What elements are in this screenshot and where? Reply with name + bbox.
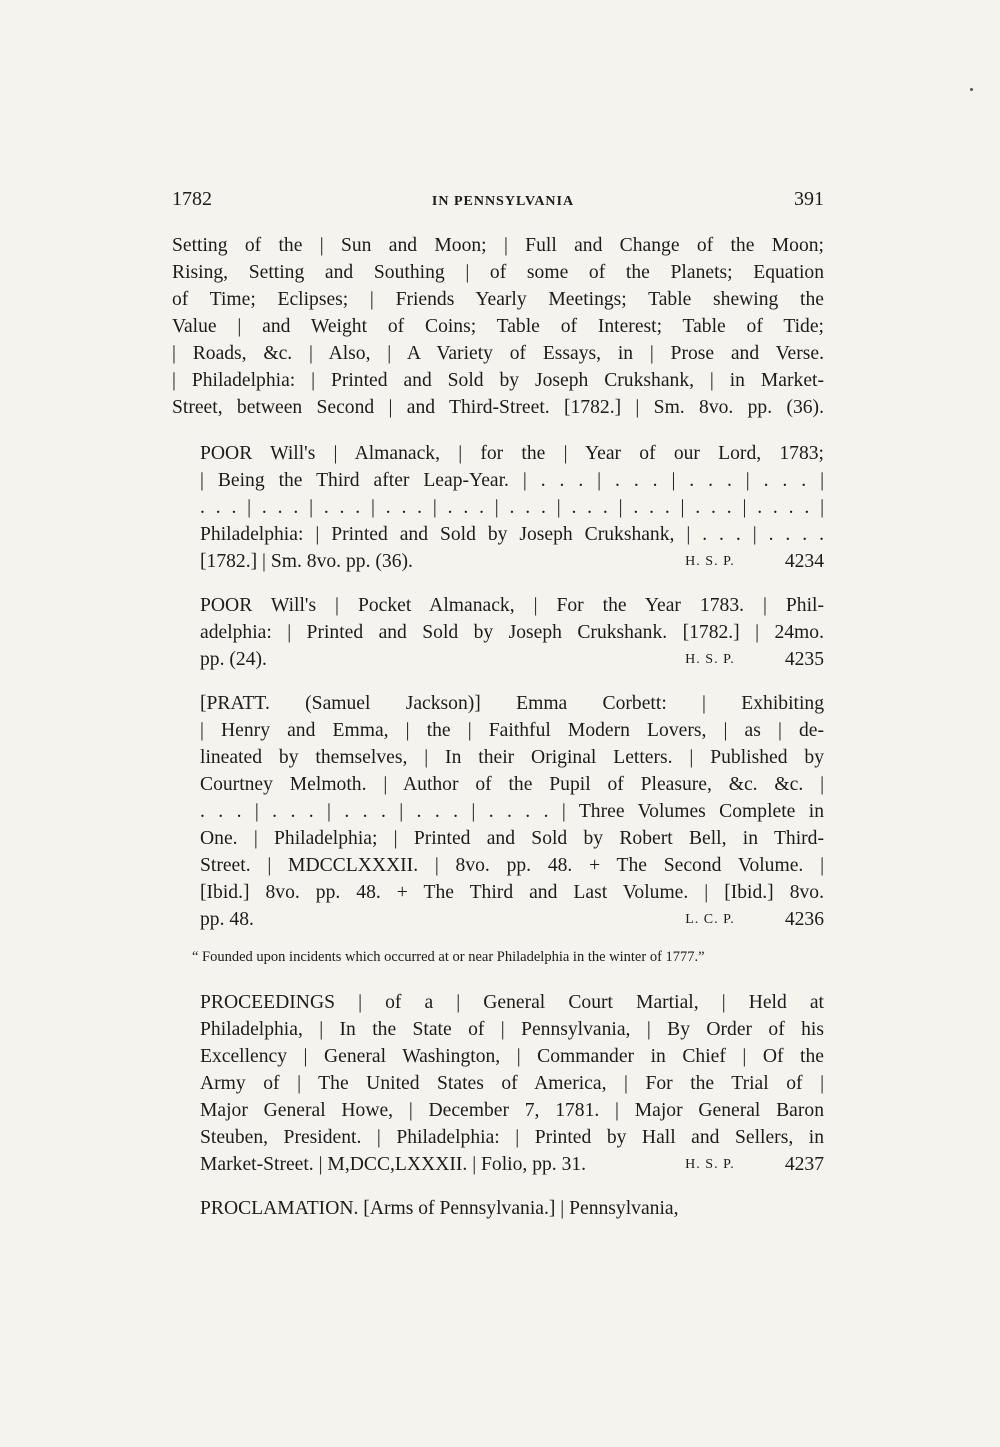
text-line: [Ibid.] 8vo. pp. 48. + The Third and Last Volume. | [Ibid.] 8vo.: [200, 882, 824, 903]
text-line: Setting of the | Sun and Moon; | Full and Change of the Moon;: [172, 235, 824, 256]
holding-library: H. S. P.: [685, 652, 735, 667]
footnote: “ Founded upon incidents which occurred at or near Philadelphia in the winter of 1777.”: [192, 949, 705, 965]
page-body: [172, 232, 824, 1239]
text-line: . . . | . . . | . . . | . . . | . . . | . . . | . . . | . . . | . . . | . . . . |: [200, 497, 824, 518]
text-line: Street. | MDCCLXXXII. | 8vo. pp. 48. + The Second Volume. |: [200, 855, 824, 876]
entry-number: 4235: [784, 649, 824, 670]
entry-4234: [172, 440, 824, 575]
text-line: Philadelphia: | Printed and Sold by Joseph Crukshank, | . . . | . . . .: [200, 524, 824, 545]
entry-4235: [172, 592, 824, 673]
text-line: Major General Howe, | December 7, 1781. | Major General Baron: [200, 1100, 824, 1121]
entry-number: 4237: [784, 1154, 824, 1175]
entry-number: 4234: [784, 551, 824, 572]
text-line: Value | and Weight of Coins; Table of Interest; Table of Tide;: [172, 316, 824, 337]
text-line: PROCEEDINGS | of a | General Court Martial, | Held at: [200, 992, 824, 1013]
text-line: lineated by themselves, | In their Original Letters. | Published by: [200, 747, 824, 768]
holding-library: H. S. P.: [685, 1157, 735, 1172]
holding-library: L. C. P.: [685, 912, 735, 927]
text-line: pp. (24).: [200, 649, 267, 670]
text-line: | Being the Third after Leap-Year. | . . . | . . . | . . . | . . . |: [200, 470, 824, 491]
text-line: of Time; Eclipses; | Friends Yearly Meetings; Table shewing the: [172, 289, 824, 310]
entry-last-line: [172, 906, 824, 933]
text-line: [1782.] | Sm. 8vo. pp. (36).: [200, 551, 413, 572]
entry-last-line: [172, 1151, 824, 1178]
holding-library: H. S. P.: [685, 554, 735, 569]
text-line: Courtney Melmoth. | Author of the Pupil of Pleasure, &c. &c. |: [200, 774, 824, 795]
text-line: Excellency | General Washington, | Commander in Chief | Of the: [200, 1046, 824, 1067]
page-header: [172, 188, 824, 211]
continued-entry: [172, 232, 824, 421]
text-line: Rising, Setting and Southing | of some of the Planets; Equation: [172, 262, 824, 283]
entry-last-line: [172, 548, 824, 575]
ink-speck: [970, 88, 973, 91]
text-line: [PRATT. (Samuel Jackson)] Emma Corbett: | Exhibiting: [200, 693, 824, 714]
header-year: 1782: [172, 188, 212, 210]
text-line: PROCLAMATION. [Arms of Pennsylvania.] | Pennsylvania,: [200, 1198, 679, 1219]
text-line: | Philadelphia: | Printed and Sold by Joseph Crukshank, | in Market-: [172, 370, 824, 391]
page-number: 391: [793, 188, 824, 210]
entry-proclamation: [172, 1195, 824, 1222]
text-line: Market-Street. | M,DCC,LXXXII. | Folio, pp. 31.: [200, 1154, 587, 1175]
text-line: Army of | The United States of America, | For the Trial of |: [200, 1073, 824, 1094]
entry-4237: [172, 989, 824, 1178]
text-line: pp. 48.: [200, 909, 254, 930]
text-line: POOR Will's | Pocket Almanack, | For the Year 1783. | Phil-: [200, 595, 824, 616]
text-line: | Roads, &c. | Also, | A Variety of Essays, in | Prose and Verse.: [172, 343, 824, 364]
entry-number: 4236: [784, 909, 824, 930]
text-line: | Henry and Emma, | the | Faithful Modern Lovers, | as | de-: [200, 720, 824, 741]
text-line: Steuben, President. | Philadelphia: | Printed by Hall and Sellers, in: [200, 1127, 824, 1148]
text-line: POOR Will's | Almanack, | for the | Year of our Lord, 1783;: [200, 443, 824, 464]
entry-4236: [172, 690, 824, 933]
text-line: Philadelphia, | In the State of | Pennsylvania, | By Order of his: [200, 1019, 824, 1040]
text-line: One. | Philadelphia; | Printed and Sold by Robert Bell, in Third-: [200, 828, 824, 849]
text-line: . . . | . . . | . . . | . . . | . . . . | Three Volumes Complete in: [200, 801, 824, 822]
entry-last-line: [172, 646, 824, 673]
text-line: Street, between Second | and Third-Street. [1782.] | Sm. 8vo. pp. (36).: [172, 397, 824, 418]
text-line: adelphia: | Printed and Sold by Joseph Crukshank. [1782.] | 24mo.: [200, 622, 824, 643]
running-title: IN PENNSYLVANIA: [431, 194, 575, 209]
